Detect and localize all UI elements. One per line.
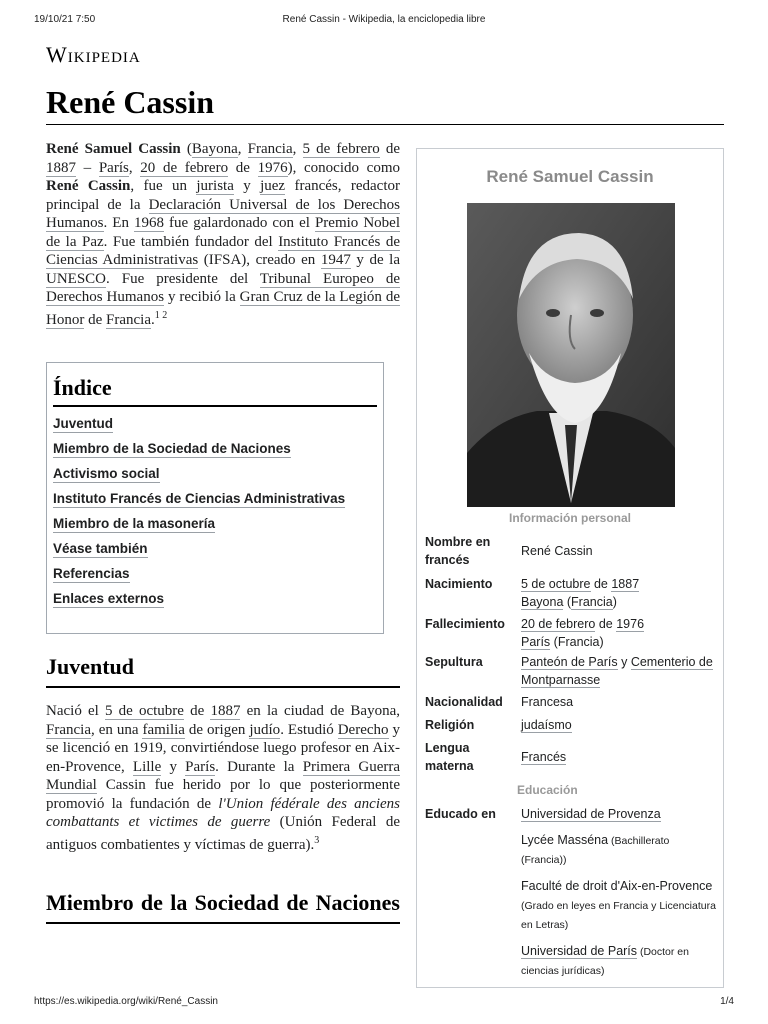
ref-links[interactable]: 1 2 [154,309,168,321]
toc-item-enlaces[interactable]: Enlaces externos [53,591,165,606]
link-univ-provenza[interactable]: Universidad de Provenza [521,807,661,821]
link-juez[interactable]: juez [260,178,286,194]
link-judaismo[interactable]: judaísmo [521,718,572,732]
link-judio[interactable]: judío [249,721,281,738]
link-bayona[interactable]: Bayona [191,141,238,157]
link-ww1[interactable]: Primera Guerra Mundial [46,758,401,793]
infobox [416,148,724,988]
link-francia-ib[interactable]: Francia [571,595,613,609]
link-univ-paris[interactable]: Universidad de París [521,944,638,958]
link-death-year-ib[interactable]: 1976 [616,617,645,631]
link-udhr[interactable]: Declaración Universal de los Derechos Humanos [46,196,401,231]
print-date: 19/10/21 7:50 [34,14,96,25]
link-birth-year[interactable]: 1887 [46,159,76,176]
toc-item-masoneria[interactable]: Miembro de la masonería [53,516,216,531]
link-birth-date[interactable]: 5 de febrero [302,141,380,157]
infobox-section-education: Educación [517,783,578,797]
toc-item-activismo[interactable]: Activismo social [53,466,160,481]
link-ifsa[interactable]: Instituto Francés de Ciencias Administrativas [46,233,400,268]
print-footer [20,996,748,1010]
link-unesco[interactable]: UNESCO [46,270,107,287]
link-familia[interactable]: familia [142,721,185,738]
link-francia-2[interactable]: Francia [106,311,151,328]
youth-paragraph: Nació el 5 de octubre de 1887 en la ciudad de Bayona, Francia, en una familia de origen judío. Estudió Derecho y se licenció en 1919, convirtiéndose luego profesor en Aix-en-Provence, Lille y París. Durante la Primera Guerra Mundial Cassin fue herido por lo que posteriormente promovió la fundación de l'Union fédérale des anciens combattants et victimes de guerre (Unión Federal de antiguos combatientes y víctimas de guerra).$^3$ [46,703,401,853]
link-death-date-ib[interactable]: 20 de febrero [521,617,596,631]
toc-title: Índice [53,375,377,407]
lead-paragraph: René Samuel Cassin (Bayona, Francia, 5 de febrero de 1887 – París, 20 de febrero de 1976), conocido como René Cassin, fue un jurista y juez francés, redactor principal de la Declaración Universal de los Derechos Humanos. En 1968 fue galardonado con el Premio Nobel de la Paz. Fue también fundador del Instituto Francés de Ciencias Administrativas (IFSA), creado en 1947 y de la UNESCO. Fue presidente del Tribunal Europeo de Derechos Humanos y recibió la Gran Cruz de la Legión de Honor de Francia.$^{1 2}$ [46,141,401,328]
link-derecho[interactable]: Derecho [337,721,389,738]
page-title: René Cassin [46,84,215,120]
link-death-date[interactable]: 20 de febrero [140,159,229,176]
link-paris-ib[interactable]: París [521,635,551,649]
subject-name: René Samuel Cassin [46,141,181,157]
infobox-title: René Samuel Cassin [486,167,654,186]
link-paris-2[interactable]: París [185,758,216,775]
toc-item-sociedad-naciones[interactable]: Miembro de la Sociedad de Naciones [53,441,291,456]
link-francia[interactable]: Francia [247,141,293,157]
wikipedia-wordmark[interactable]: Wikipedia [46,42,141,67]
portrait-photo[interactable] [467,203,675,507]
link-echr[interactable]: Tribunal Europeo de Derechos Humanos [46,270,400,305]
toc-item-vease[interactable]: Véase también [53,541,148,556]
print-page-count: 1/4 [720,996,734,1007]
link-1947[interactable]: 1947 [320,252,351,268]
toc-item-juventud[interactable]: Juventud [53,416,114,431]
link-pantheon[interactable]: Panteón de París [521,655,618,669]
link-montparnasse[interactable]: Cementerio de Montparnasse [521,655,713,687]
link-paris[interactable]: París [98,159,129,176]
infobox-row-nationality: Nacionalidad Francesa [425,695,574,709]
infobox-row-death: Fallecimiento 20 de febrero de 1976 París (Francia) [425,617,645,649]
toc-item-referencias[interactable]: Referencias [53,566,130,581]
link-1968[interactable]: 1968 [134,215,164,231]
link-frances[interactable]: Francés [521,750,567,764]
link-birth-year-ib[interactable]: 1887 [611,577,640,591]
link-jurista[interactable]: jurista [196,178,234,194]
infobox-row-religion: Religión judaísmo [425,718,572,732]
table-of-contents [46,362,384,634]
link-nobel-peace[interactable]: Premio Nobel de la Paz [46,215,400,250]
link-bayona-ib[interactable]: Bayona [521,595,564,609]
section-heading-juventud: Juventud [46,652,400,688]
link-5-octubre[interactable]: 5 de octubre [104,703,184,719]
toc-item-instituto[interactable]: Instituto Francés de Ciencias Administrativas [53,491,346,506]
infobox-section-personal: Información personal [508,511,632,525]
link-legion-honor[interactable]: Gran Cruz de la Legión de Honor [46,289,400,328]
infobox-row-education: Educado en Universidad de Provenza Lycée Masséna (Bachillerato (Francia)) Faculté de droit d'Aix-en-Provence (Grado en leyes en Francia y Licenciatura en Letras) Universidad de París (Doctor en ciencias jurídicas) [425,807,716,977]
link-birth-date-ib[interactable]: 5 de octubre [521,577,591,591]
link-lille[interactable]: Lille [132,758,162,775]
link-1887[interactable]: 1887 [210,703,241,719]
infobox-row-french-name: Nombre en francés René Cassin [425,535,593,567]
print-header [20,14,748,28]
infobox-row-burial: Sepultura Panteón de París y Cementerio de Montparnasse [425,655,713,687]
section-heading-sociedad-naciones: Miembro de la Sociedad de Naciones [46,888,400,924]
link-death-year[interactable]: 1976 [257,159,288,176]
ref-link-3[interactable]: 3 [314,834,320,846]
infobox-row-birth: Nacimiento 5 de octubre de 1887 Bayona (Francia) [425,577,640,609]
infobox-row-language: Lengua materna Francés [425,741,567,773]
link-francia-3[interactable]: Francia [46,721,91,738]
print-page-title: René Cassin - Wikipedia, la enciclopedia libre [282,14,486,25]
edu-lycee-massena: Lycée Masséna [521,833,609,847]
title-divider [46,124,724,125]
edu-faculte-aix: Faculté de droit d'Aix-en-Provence [521,879,713,893]
print-url: https://es.wikipedia.org/wiki/René_Cassin [34,996,218,1007]
